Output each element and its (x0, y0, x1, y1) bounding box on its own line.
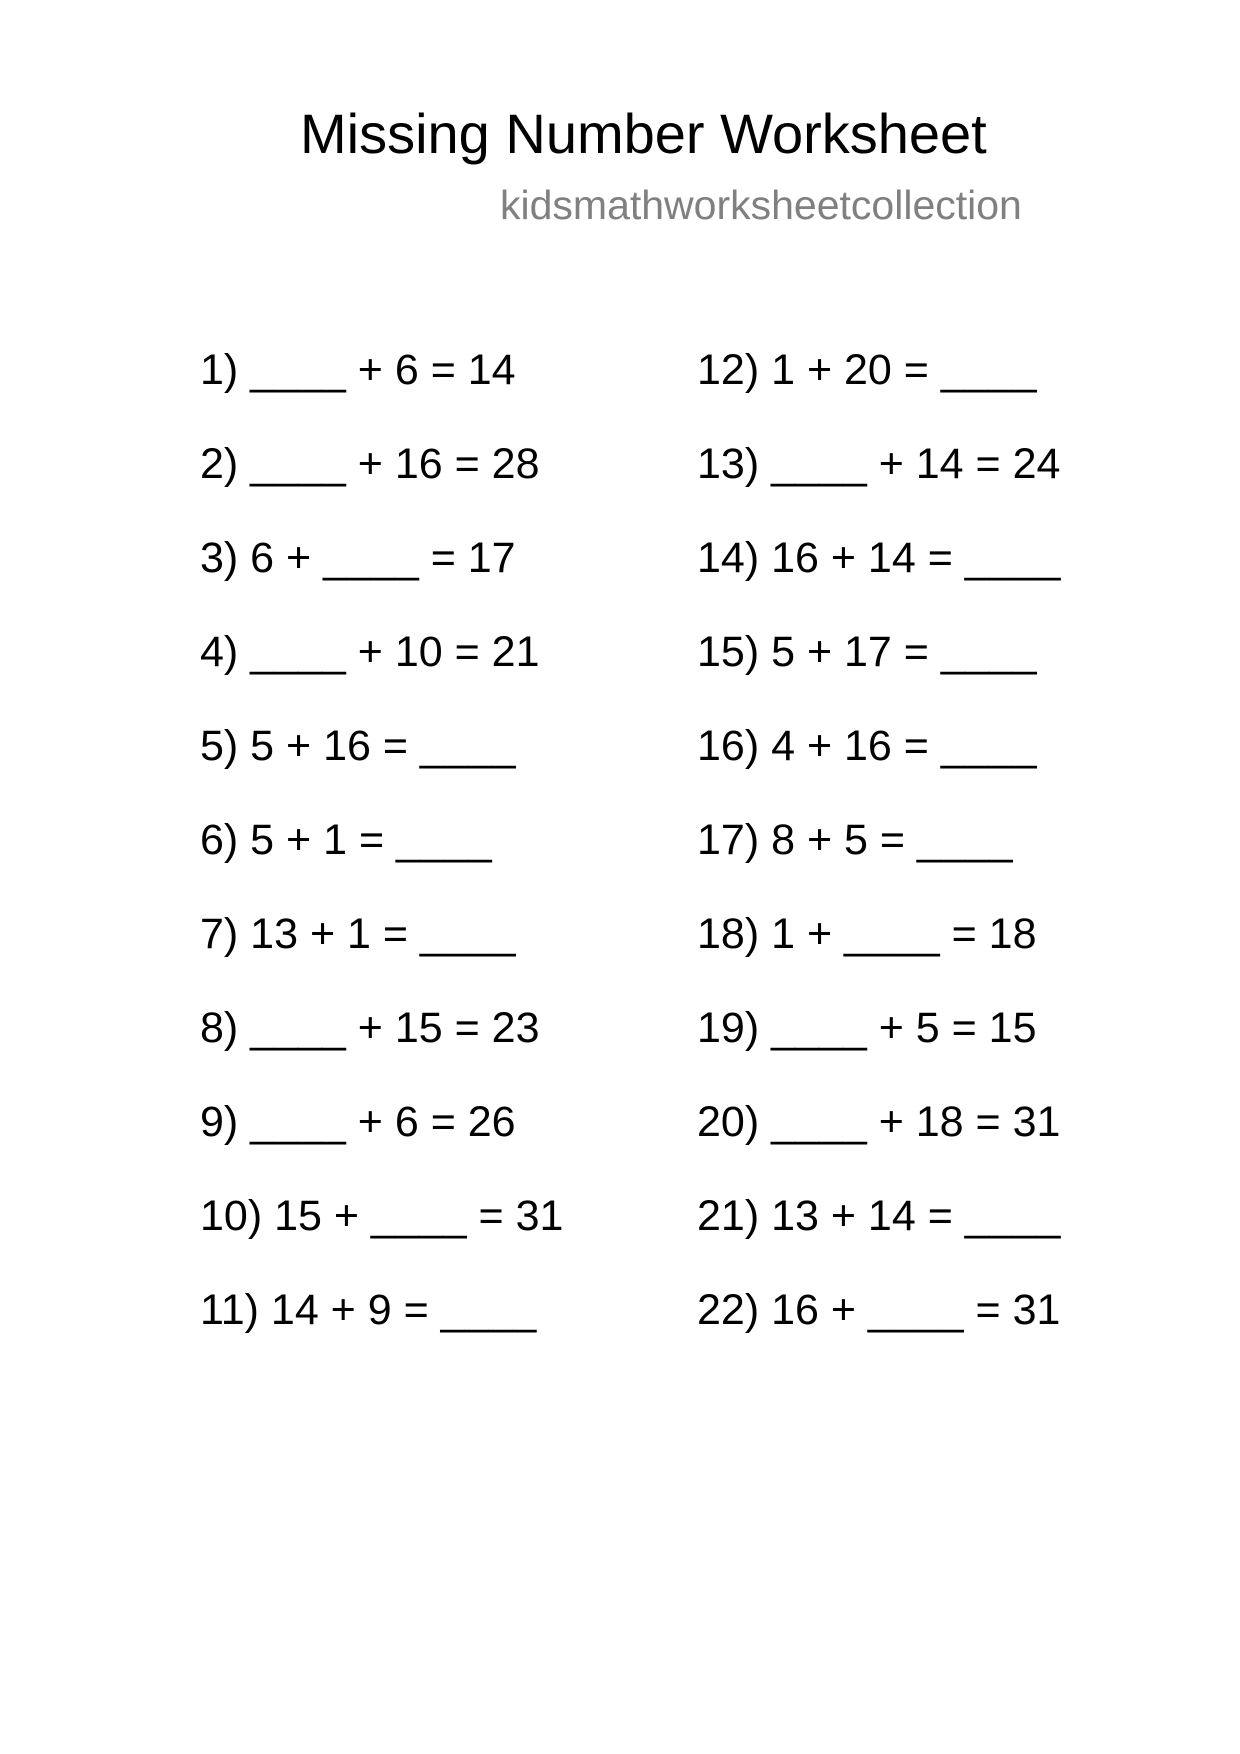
problem-14: 14) 16 + 14 = ____ (697, 534, 1061, 582)
problem-15: 15) 5 + 17 = ____ (697, 628, 1037, 676)
problem-9: 9) ____ + 6 = 26 (200, 1098, 516, 1146)
problem-3: 3) 6 + ____ = 17 (200, 534, 516, 582)
problem-7: 7) 13 + 1 = ____ (200, 910, 516, 958)
problem-10: 10) 15 + ____ = 31 (200, 1192, 564, 1240)
problem-13: 13) ____ + 14 = 24 (697, 440, 1061, 488)
problem-11: 11) 14 + 9 = ____ (200, 1286, 537, 1334)
problem-2: 2) ____ + 16 = 28 (200, 440, 540, 488)
problem-4: 4) ____ + 10 = 21 (200, 628, 540, 676)
problem-21: 21) 13 + 14 = ____ (697, 1192, 1061, 1240)
problem-8: 8) ____ + 15 = 23 (200, 1004, 540, 1052)
problem-1: 1) ____ + 6 = 14 (200, 346, 516, 394)
problem-6: 6) 5 + 1 = ____ (200, 816, 492, 864)
site-name: kidsmathworksheetcollection (500, 182, 1022, 228)
problem-16: 16) 4 + 16 = ____ (697, 722, 1037, 770)
worksheet-title: Missing Number Worksheet (300, 102, 987, 165)
problem-22: 22) 16 + ____ = 31 (697, 1286, 1061, 1334)
problem-18: 18) 1 + ____ = 18 (697, 910, 1037, 958)
problem-20: 20) ____ + 18 = 31 (697, 1098, 1061, 1146)
problem-12: 12) 1 + 20 = ____ (697, 346, 1037, 394)
problem-5: 5) 5 + 16 = ____ (200, 722, 516, 770)
problem-19: 19) ____ + 5 = 15 (697, 1004, 1037, 1052)
problem-17: 17) 8 + 5 = ____ (697, 816, 1013, 864)
